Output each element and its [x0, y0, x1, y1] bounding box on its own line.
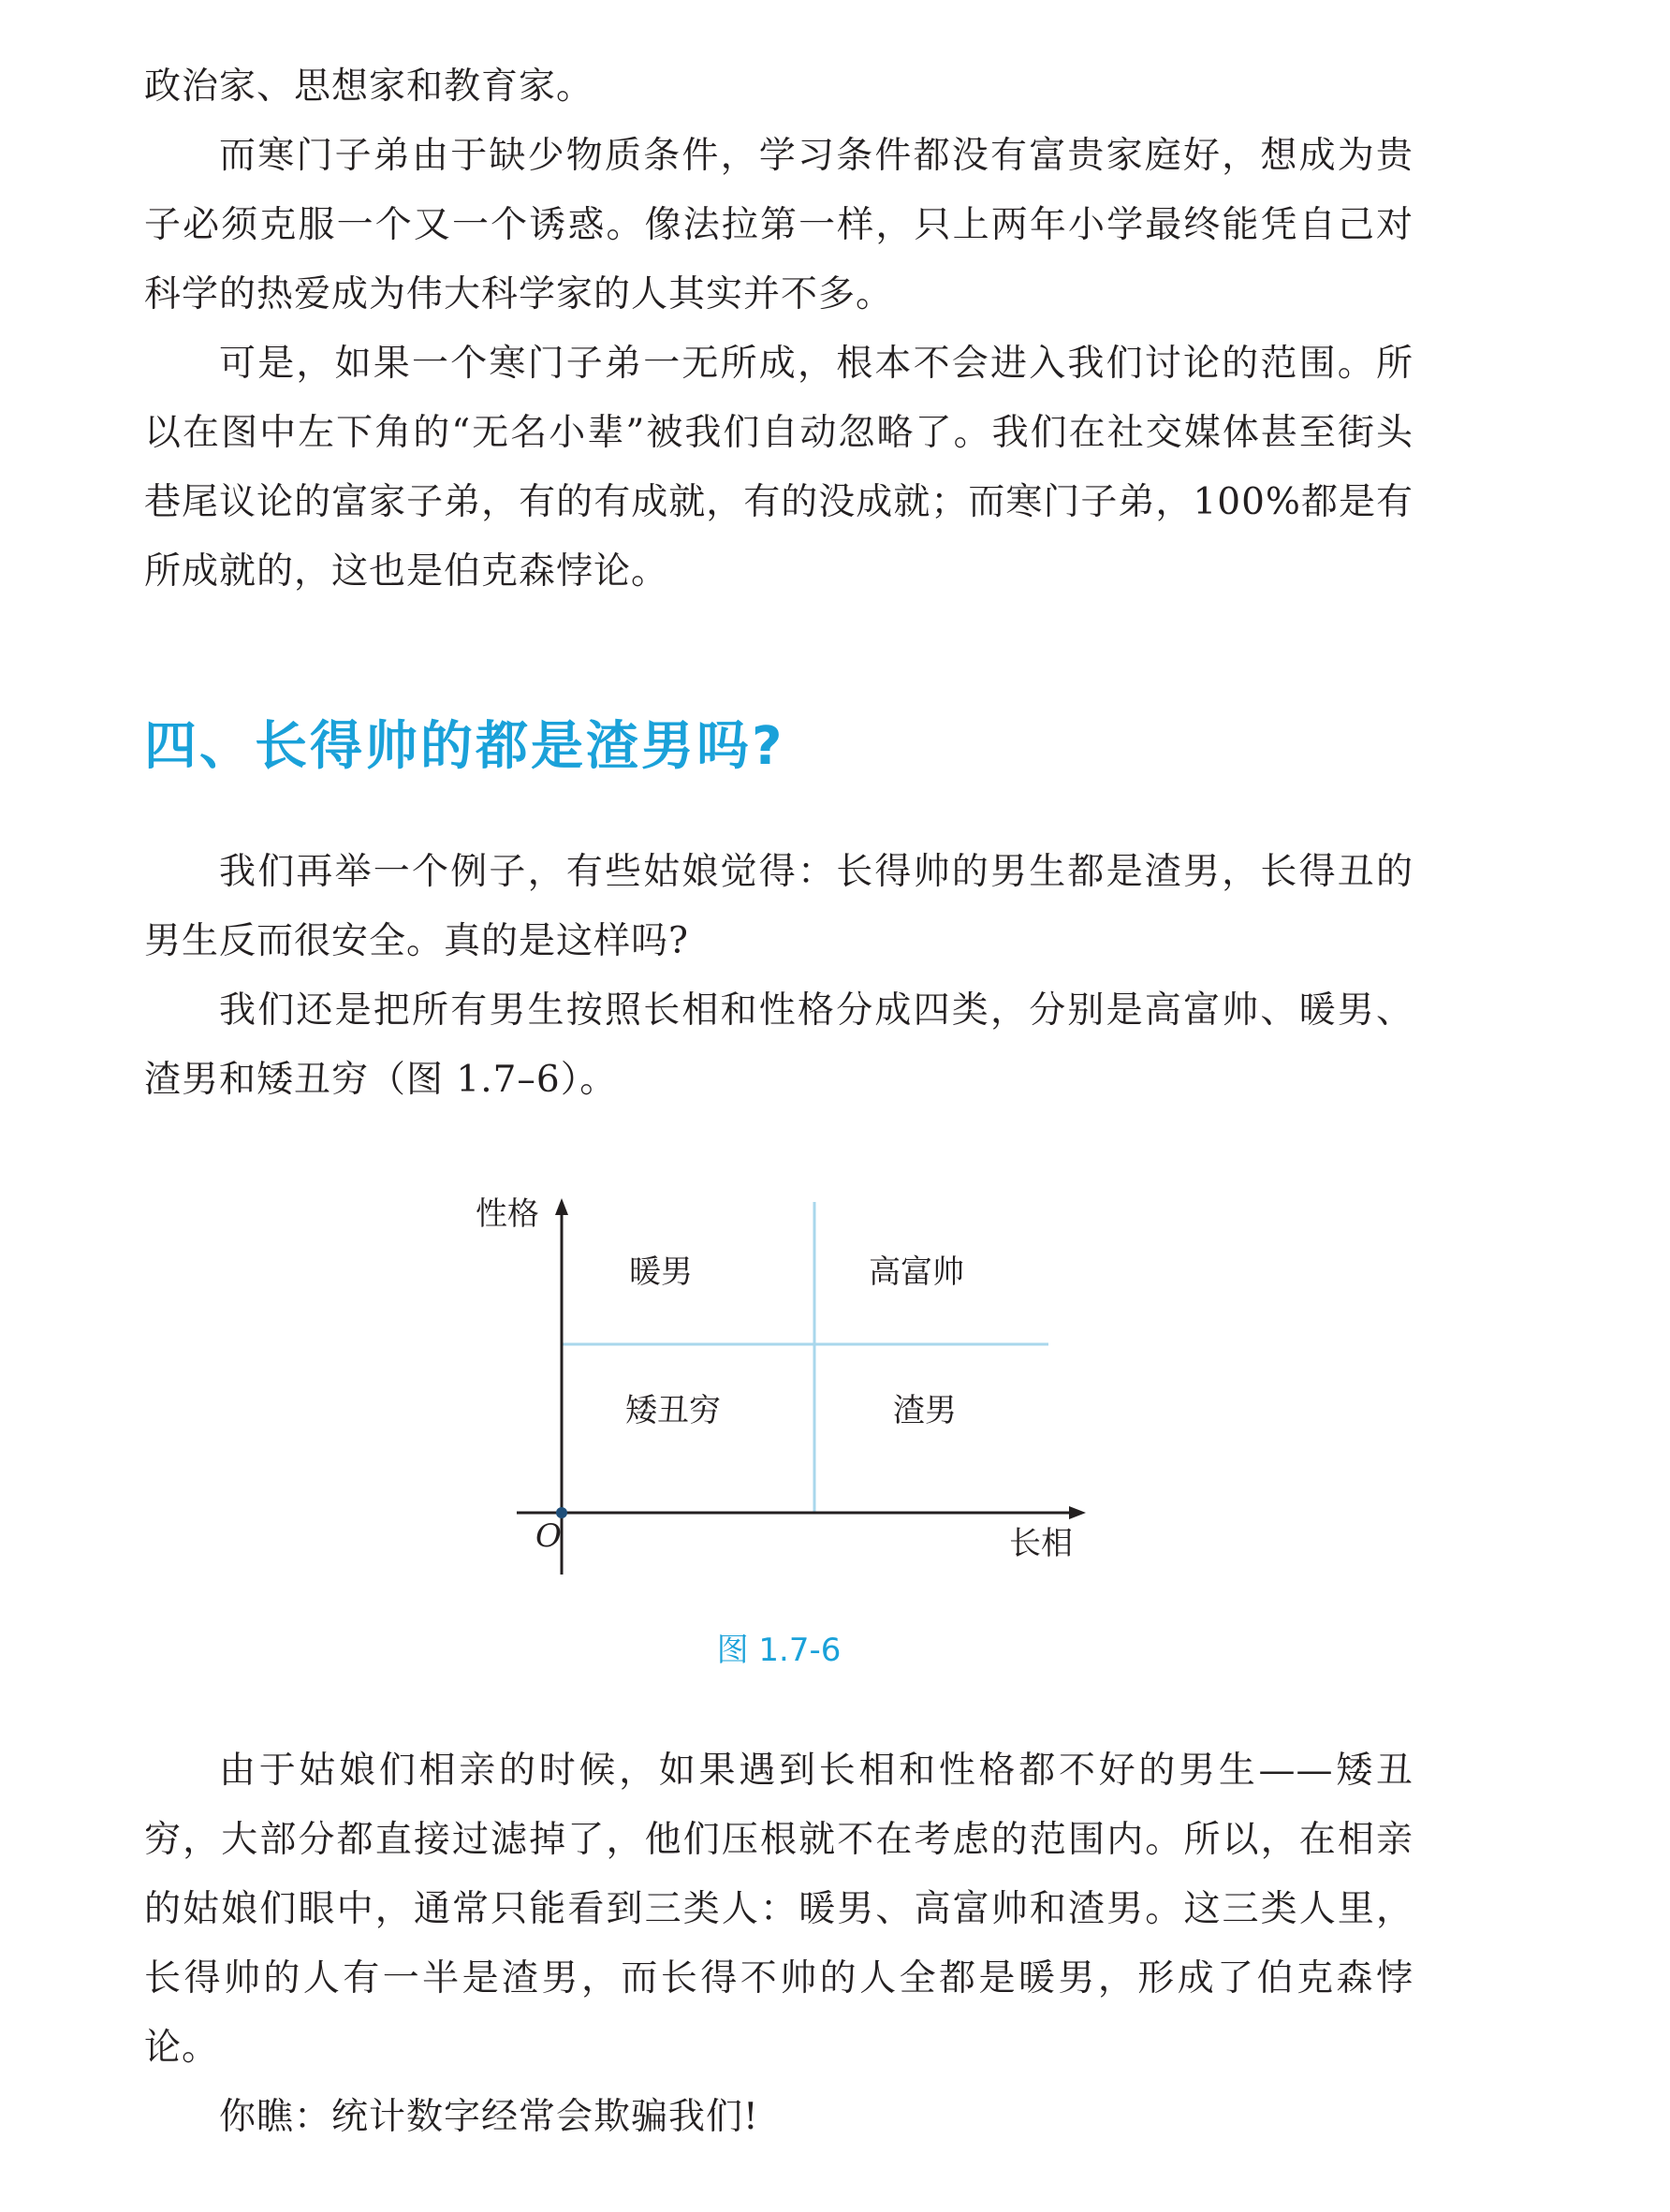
- figure-caption: 图 1.7-6: [716, 1632, 842, 1669]
- quadrant-label-top-left: 暖男: [629, 1253, 693, 1291]
- quadrant-figure: [144, 1181, 1414, 1612]
- paragraph: 而寒门子弟由于缺少物质条件，学习条件都没有富贵家庭好，想成为贵子必须克服一个又一个诱惑。像法拉第一样，只上两年小学最终能凭自己对科学的热爱成为伟大科学家的人其实并不多。: [144, 135, 1414, 315]
- text-block-bottom: [144, 1736, 1414, 2152]
- paragraph: 由于姑娘们相亲的时候，如果遇到长相和性格都不好的男生——矮丑穷，大部分都直接过滤掉了，他们压根就不在考虑的范围内。所以，在相亲的姑娘们眼中，通常只能看到三类人：暖男、高富帅和渣男。这三类人里，长得帅的人有一半是渣男，而长得不帅的人全都是暖男，形成了伯克森悖论。: [144, 1750, 1414, 2069]
- y-axis-label: 性格: [476, 1195, 539, 1233]
- quadrant-label-top-right: 高富帅: [869, 1253, 964, 1291]
- section-heading: 四、长得帅的都是渣男吗?: [144, 716, 785, 777]
- paragraph: 我们再举一个例子，有些姑娘觉得：长得帅的男生都是渣男，长得丑的男生反而很安全。真的是这样吗?: [144, 851, 1414, 962]
- quadrant-diagram: [144, 1181, 1414, 1612]
- text-block-middle: [144, 838, 1414, 1115]
- quadrant-label-bottom-right: 渣男: [893, 1392, 957, 1429]
- paragraph: 你瞧：统计数字经常会欺骗我们!: [219, 2096, 759, 2138]
- y-axis-arrow: [555, 1198, 568, 1215]
- paragraph: 可是，如果一个寒门子弟一无所成，根本不会进入我们讨论的范围。所以在图中左下角的“无名小辈”被我们自动忽略了。我们在社交媒体甚至街头巷尾议论的富家子弟，有的有成就，有的没成就；而寒门子弟，100%都是有所成就的，这也是伯克森悖论。: [144, 343, 1414, 593]
- paragraph: 我们还是把所有男生按照长相和性格分成四类，分别是高富帅、暖男、渣男和矮丑穷（图 1.7–6）。: [144, 989, 1414, 1101]
- origin-label: O: [535, 1517, 562, 1555]
- paragraph: 政治家、思想家和教育家。: [144, 66, 594, 108]
- x-axis-arrow: [1069, 1506, 1086, 1519]
- x-axis-label: 长相: [1009, 1525, 1073, 1562]
- quadrant-label-bottom-left: 矮丑穷: [625, 1392, 721, 1429]
- text-block-top: [144, 52, 1414, 607]
